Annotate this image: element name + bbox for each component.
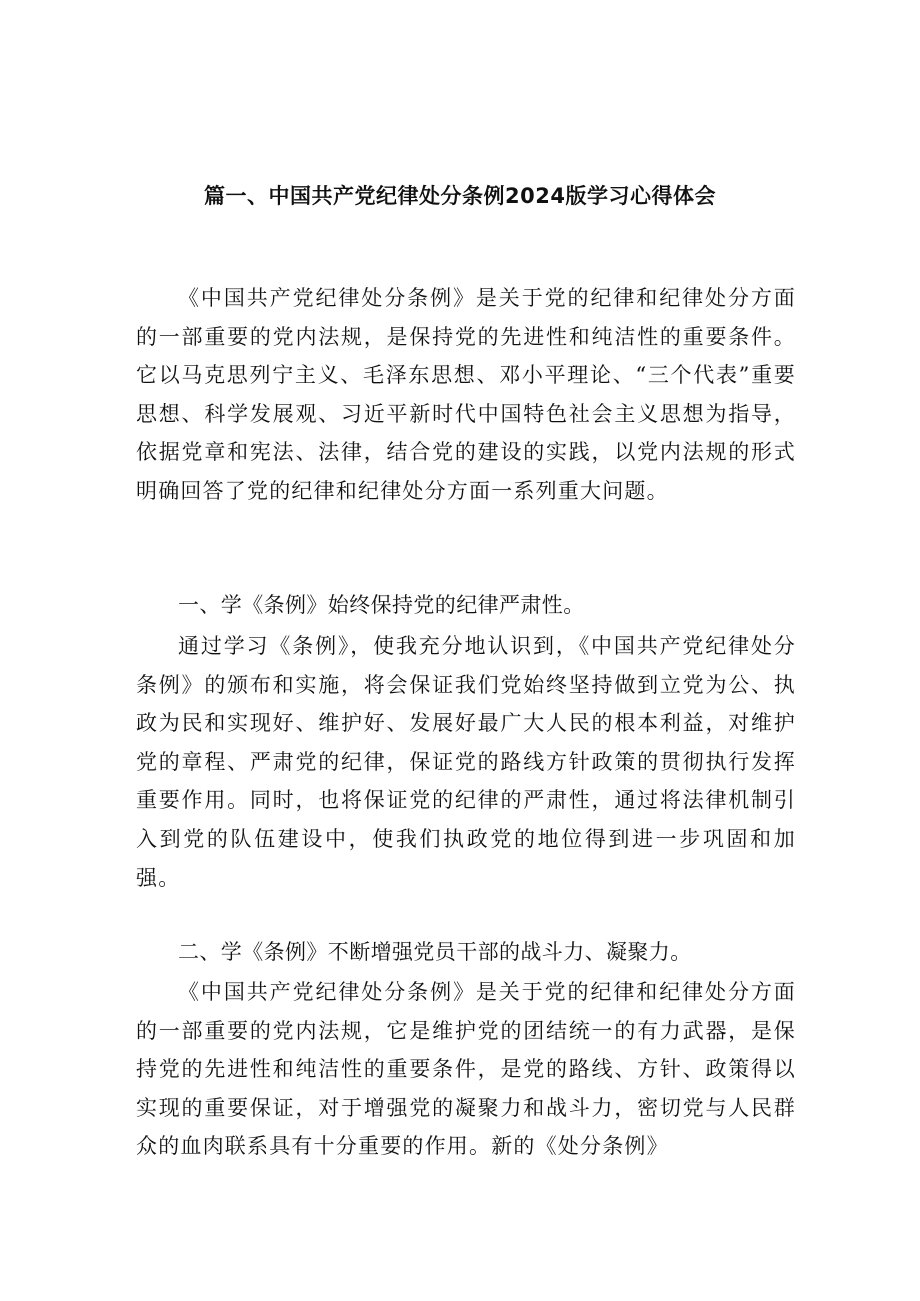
paragraph-section-1: 通过学习《条例》，使我充分地认识到，《中国共产党纪律处分条例》的颁布和实施，将会保证我们党始终坚持做到立党为公、执政为民和实现好、维护好、发展好最广大人民的根本利益，对维护党的章程、严肃党的纪律，保证党的路线方针政策的贯彻执行发挥重要作用。同时，也将保证党的纪律的严肃性，通过将法律机制引入到党的队伍建设中，使我们执政党的地位得到进一步巩固和加强。 <box>136 634 796 890</box>
document-title: 篇一、中国共产党纪律处分条例2024版学习心得体会 <box>204 184 716 208</box>
paragraph-intro: 《中国共产党纪律处分条例》是关于党的纪律和纪律处分方面的一部重要的党内法规，是保持党的先进性和纯洁性的重要条件。它以马克思列宁主义、毛泽东思想、邓小平理论、“三个代表”重要思想、科学发展观、习近平新时代中国特色社会主义思想为指导，依据党章和宪法、法律，结合党的建设的实践，以党内法规的形式明确回答了党的纪律和纪律处分方面一系列重大问题。 <box>136 286 796 503</box>
section-heading-2: 二、学《条例》不断增强党员干部的战斗力、凝聚力。 <box>178 940 692 964</box>
paragraph-section-2: 《中国共产党纪律处分条例》是关于党的纪律和纪律处分方面的一部重要的党内法规，它是维护党的团结统一的有力武器，是保持党的先进性和纯洁性的重要条件，是党的路线、方针、政策得以实现的重要保证，对于增强党的凝聚力和战斗力，密切党与人民群众的血肉联系具有十分重要的作用。新的《处分条例》 <box>136 980 796 1159</box>
section-heading-1: 一、学《条例》始终保持党的纪律严肃性。 <box>178 593 585 617</box>
